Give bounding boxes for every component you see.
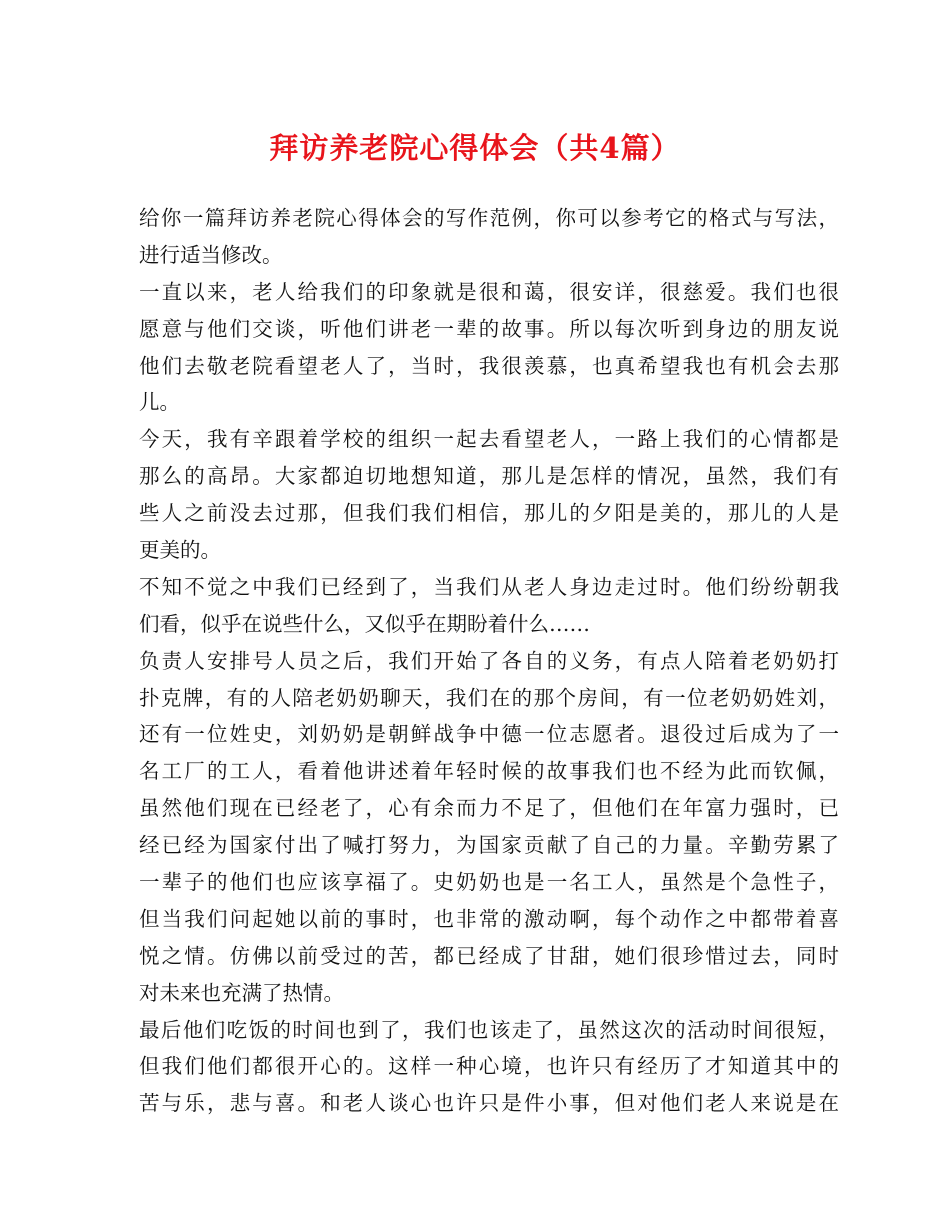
text-line: 一直以来，老人给我们的印象就是很和蔼，很安详，很慈爱。我们也很 [139,279,839,304]
text-line: 儿。 [139,390,180,415]
text-line: 今天，我有辛跟着学校的组织一起去看望老人，一路上我们的心情都是 [139,427,839,452]
text-line: 负责人安排号人员之后，我们开始了各自的义务，有点人陪着老奶奶打 [139,648,839,673]
text-line: 名工厂的工人，看着他讲述着年轻时候的故事我们也不经为此而钦佩， [139,759,839,784]
document-title: 拜访养老院心得体会（共4篇） [269,131,681,165]
text-line: 但当我们问起她以前的事时，也非常的激动啊，每个动作之中都带着喜 [139,906,839,931]
text-line: 扑克牌，有的人陪老奶奶聊天，我们在的那个房间，有一位老奶奶姓刘， [139,685,839,710]
text-line: 苦与乐，悲与喜。和老人谈心也许只是件小事，但对他们老人来说是在 [139,1091,839,1116]
text-line: 给你一篇拜访养老院心得体会的写作范例，你可以参考它的格式与写法， [139,206,839,230]
text-line: 不知不觉之中我们已经到了，当我们从老人身边走过时。他们纷纷朝我 [139,574,839,599]
text-line: 那么的高昂。大家都迫切地想知道，那儿是怎样的情况，虽然，我们有 [139,464,839,489]
document-body [139,200,839,1122]
text-line: 对未来也充满了热情。 [139,980,344,1005]
text-line: 但我们他们都很开心的。这样一种心境，也许只有经历了才知道其中的 [139,1054,839,1079]
text-line: 些人之前没去过那，但我们我们相信，那儿的夕阳是美的，那儿的人是 [139,501,839,526]
text-line: 更美的。 [139,538,221,563]
text-line: 一辈子的他们也应该享福了。史奶奶也是一名工人，虽然是个急性子， [139,870,839,895]
text-line: 还有一位姓史，刘奶奶是朝鲜战争中德一位志愿者。退役过后成为了一 [139,722,839,747]
text-line: 愿意与他们交谈，听他们讲老一辈的故事。所以每次听到身边的朋友说 [139,316,839,341]
text-line: 悦之情。仿佛以前受过的苦，都已经成了甘甜，她们很珍惜过去，同时 [139,943,839,968]
text-line: 他们去敬老院看望老人了，当时，我很羡慕，也真希望我也有机会去那 [139,353,839,378]
text-line: 经已经为国家付出了喊打努力，为国家贡献了自己的力量。辛勤劳累了 [139,833,839,858]
text-line: 最后他们吃饭的时间也到了，我们也该走了，虽然这次的活动时间很短， [139,1017,839,1042]
text-line: 虽然他们现在已经老了，心有余而力不足了，但他们在年富力强时，已 [139,796,839,821]
text-line: 们看，似乎在说些什么，又似乎在期盼着什么…… [139,611,590,636]
text-line: 进行适当修改。 [139,242,283,267]
